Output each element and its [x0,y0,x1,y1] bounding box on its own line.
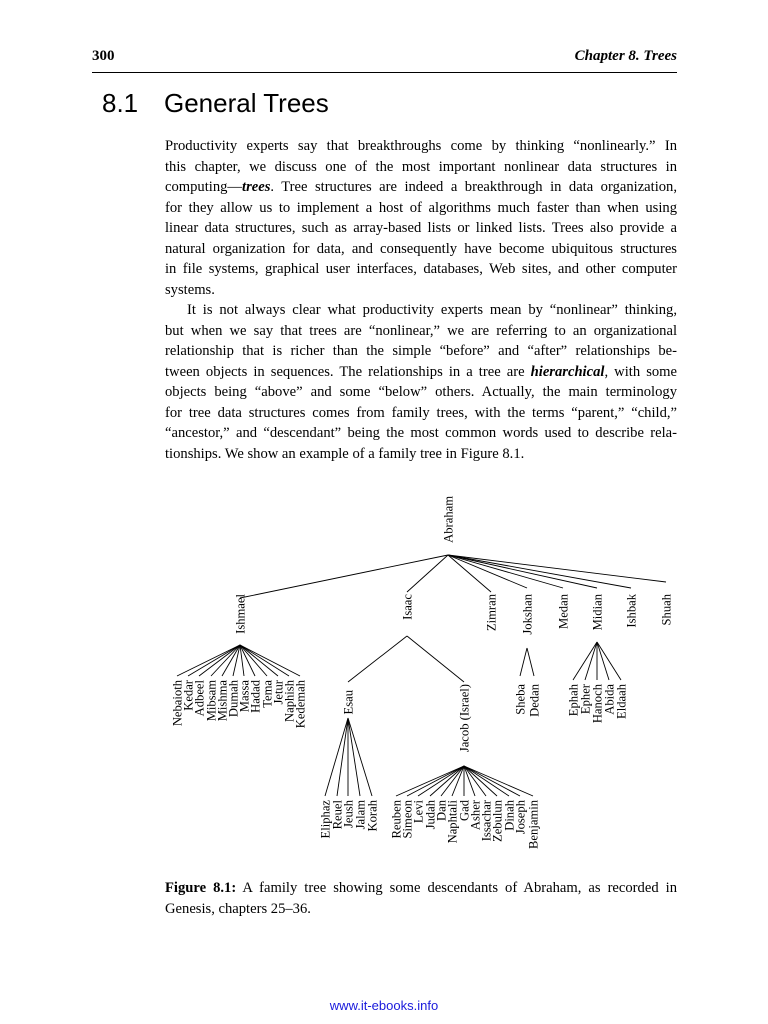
text-line: this chapter, we discuss one of the most important nonlinear data structures in [165,158,677,175]
text-line: for they allow us to implement a host of algorithms much faster than when using [165,199,677,216]
text-line: linear data structures, such as array-based lists or linked lists. Trees also provide a [165,220,677,236]
node-son-of-ishmael: Massa [237,680,252,713]
node-son-of-midian: Epher [578,684,593,715]
node-child-of-jacob: Joseph [513,800,528,835]
text-line: relationship that is richer than the simple “before” and “after” relationships be- [165,343,677,359]
text-line: for tree data structures comes from family trees, with the terms “parent,” “child,” [165,404,677,421]
tree-edge [597,642,621,680]
tree-edge [348,718,372,796]
emphasis-hierarchical: hierarchical [530,363,605,380]
node-abraham: Abraham [441,496,456,543]
node-son-of-ishmael: Mishma [215,680,230,722]
tree-edge [348,636,407,682]
section-title: General Trees [164,88,329,118]
page-number: 300 [92,48,115,64]
tree-edge [597,642,609,680]
text-fragment: . Tree structures are indeed a breakthrough in data organization, [270,179,677,195]
node-son-of-midian: Hanoch [590,684,605,724]
node-child-of-jacob: Issachar [479,800,494,842]
family-tree-figure [0,480,768,870]
tree-edge [527,648,534,676]
text-line [165,177,677,198]
text-fragment: computing— [165,179,243,195]
node-child-of-jacob: Asher [468,800,483,831]
node-son-of-ishmael: Nebaioth [170,680,185,727]
node-son-of-esau: Eliphaz [318,800,333,839]
section-heading [102,88,329,119]
header-rule [92,72,677,73]
tree-edge [407,636,464,682]
node-child-of-jacob: Benjamin [526,800,541,849]
node-son-of-jokshan: Dedan [527,684,542,717]
node-generation-1: Midian [590,594,605,631]
tree-edge [240,645,278,676]
node-generation-1: Ishmael [233,594,248,634]
node-child-of-jacob: Gad [457,800,472,821]
node-son-of-ishmael: Tema [260,680,275,708]
tree-edge [337,718,348,796]
tree-edge [448,555,563,588]
tree-edge [520,648,527,676]
node-son-of-ishmael: Hadad [248,680,263,713]
paragraph-nonlinear [165,300,677,464]
tree-edge [348,718,360,796]
text-line [165,362,677,383]
node-son-of-esau: Jalam [353,800,368,830]
tree-edge [448,555,597,588]
tree-edge [441,766,464,796]
tree-edge [240,555,448,598]
node-son-of-ishmael: Jetur [271,680,286,705]
node-child-of-jacob: Naphtali [445,800,460,844]
tree-edge [188,645,240,676]
node-child-of-jacob: Levi [411,800,426,824]
tree-edge [240,645,300,676]
tree-edge [573,642,597,680]
node-generation-1: Zimran [484,594,499,632]
node-generation-1: Jokshan [520,594,535,635]
text-line: systems. [165,281,215,298]
text-fragment: , with some [604,363,677,380]
node-son-of-esau: Reuel [330,800,345,830]
text-line: in file systems, graphical user interfaces, databases, Web sites, and other computer [165,261,677,277]
node-generation-1: Isaac [400,594,415,620]
text-line: natural organization for data, and consequently have become ubiquitous structures [165,240,677,257]
node-son-of-midian: Ephah [566,684,581,717]
text-line: Productivity experts say that breakthroughs come by thinking “nonlinearly.” In [165,138,677,154]
tree-edge [448,555,491,592]
node-child-of-jacob: Simeon [400,800,415,839]
node-son-of-esau: Korah [365,800,380,832]
text-line: objects being “above” and some “below” others. Actually, the main terminology [165,384,677,400]
text-line: It is not always clear what productivity experts mean by “nonlinear” thinking, [187,302,677,318]
node-son-of-ishmael: Kedemah [293,680,308,729]
node-son-of-ishmael: Naphish [282,680,297,722]
tree-edge [464,766,509,796]
node-son-of-jokshan: Sheba [513,684,528,715]
tree-edge [464,766,533,796]
node-son-of-ishmael: Mibsam [204,680,219,722]
node-generation-1: Medan [556,594,571,629]
node-generation-1: Ishbak [624,594,639,628]
text-line: “ancestor,” and “descendant” being the most common words used to describe rela- [165,425,677,441]
node-son-of-ishmael: Kedar [181,680,196,711]
footer-link[interactable]: www.it-ebooks.info [329,998,439,1013]
node-child-of-jacob: Reuben [389,800,404,839]
node-child-of-jacob: Zebulun [490,800,505,842]
node-esau: Esau [341,690,356,715]
tree-edge [407,555,448,592]
node-son-of-midian: Eldaah [614,684,629,719]
node-son-of-ishmael: Adbeel [192,680,207,717]
paragraph-intro [165,136,677,300]
caption-text-line-2: Genesis, chapters 25–36. [165,900,311,917]
figure-caption [165,878,677,919]
tree-edge [418,766,464,796]
node-son-of-midian: Abida [602,684,617,715]
node-child-of-jacob: Judah [423,800,438,830]
node-son-of-ishmael: Dumah [226,680,241,718]
tree-edge [240,645,267,676]
running-head: Chapter 8. Trees [574,48,677,64]
caption-label: Figure 8.1: [165,880,237,896]
tree-edge [448,555,631,588]
node-child-of-jacob: Dan [434,800,449,821]
emphasis-trees: trees [242,179,271,195]
node-jacob: Jacob (Israel) [457,684,472,753]
tree-edge [211,645,240,676]
text-line: but when we say that trees are “nonlinear,” we are referring to an organizational [165,322,677,339]
node-son-of-esau: Jeush [341,800,356,828]
tree-edge [325,718,348,796]
text-line: tionships. We show an example of a family tree in Figure 8.1. [165,445,525,462]
tree-edge [585,642,597,680]
text-fragment: tween objects in sequences. The relationships in a tree are [165,363,531,380]
node-child-of-jacob: Dinah [502,800,517,831]
caption-text-line-1: A family tree showing some descendants of Abraham, as recorded in [236,880,677,896]
node-generation-1: Shuah [659,594,674,626]
section-number: 8.1 [102,88,139,118]
